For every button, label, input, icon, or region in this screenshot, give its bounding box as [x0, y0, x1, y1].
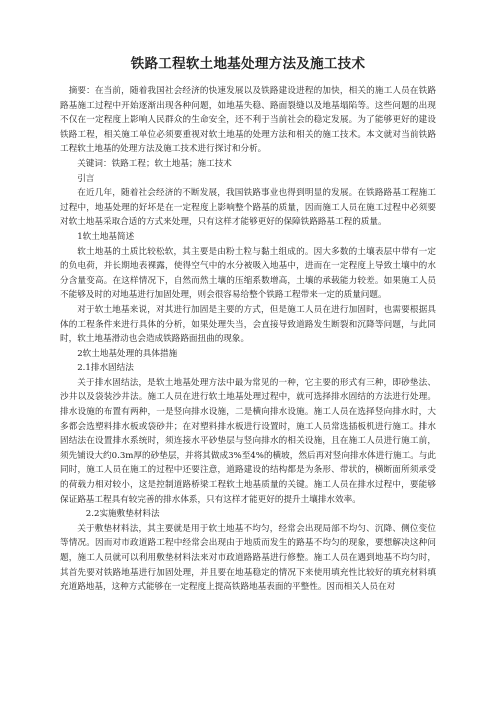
- body-paragraph: 软土地基的土质比较松软，其主要是由粉土粒与黏土组成的。因大多数的土壤表层中带有一定的负电荷，并长期地表裸露，使得空气中的水分被吸入地基中，进而在一定程度上导致土壤中的水分含量变高。在这样情况下，自然而然土壤的压缩系数增高，土壤的承载能力较差。如果施工人员不能够及时的对地基进行加固处理，则会很容易给整个铁路工程带来一定的质量问题。: [60, 246, 436, 301]
- body-paragraph: 关于排水固结法，是软土地基处理方法中最为常见的一种，它主要的形式有三种，即砂垫法、沙井以及袋装沙井法。施工人员在进行软土地基处理过程中，就可选择排水固结的方法进行处理。排水设施的布置有两种，一是竖向排水设施，二是横向排水设施。施工人员在选择竖向排水时，大多都会选塑料排水板或袋砂井；在对塑料排水板进行设置时，施工人员常选插板机进行施工。排水固结法在设置排水系统时，须连接水平砂垫层与竖向排水的相关设施，且在施工人员进行施工前，须先铺设大约0.3m厚的砂垫层，并将其做成3%至4%的横坡，然后再对竖向排水体进行施工。与此同时，施工人员在施工的过程中还要注意，道路建设的结构都是为条形、带状的，横断面所须承受的荷载力相对较小，这是控制道路桥梁工程软土地基质量的关键。施工人员在排水过程中，要能够保证路基工程具有较完善的排水体系，只有这样才能更好的提升土壤排水效率。: [60, 377, 436, 505]
- subsection-heading-2-1: 2.1排水固结法: [77, 363, 134, 374]
- document-title: 铁路工程软土地基处理方法及施工技术: [130, 56, 366, 72]
- section-heading-intro: 引言: [77, 173, 95, 184]
- body-paragraph: 对于软土地基来说，对其进行加固是主要的方式，但是施工人员在进行加固时，也需要根据具体的工程条件来进行具体的分析，如果处理失当，会直接导致道路发生断裂和沉降等问题，与此同时，软土地基滑动也会造成铁路路面扭曲的现象。: [60, 304, 436, 345]
- intro-paragraph: 在近几年，随着社会经济的不断发展，我国铁路事业也得到明显的发展。在铁路路基工程施工过程中，地基处理的好坏是在一定程度上影响整个路基的质量，因而施工人员在施工过程中必须要对软土地基采取合适的方式来处理，只有这样才能够更好的保障铁路路基工程的质量。: [60, 188, 436, 228]
- section-heading-2: 2软土地基处理的具体措施: [77, 348, 178, 359]
- document-body: [60, 84, 436, 595]
- keywords-paragraph: 关键词：铁路工程；软土地基；施工技术: [77, 158, 232, 169]
- abstract-paragraph: 摘要：在当前，随着我国社会经济的快速发展以及铁路建设进程的加快，相关的施工人员在铁路路基施工过程中开始逐渐出现各种问题，如地基失稳、路面裂缝以及地基塌陷等。这些问题的出现不仅在一定程度上影响人民群众的生命安全，还不利于当前社会的稳定发展。为了能够更好的建设铁路工程，相关施工单位必须要重视对软土地基的处理方法和相关的施工技术。本文就对当前铁路工程软土地基的处理方法及施工技术进行探讨和分析。: [60, 86, 436, 155]
- section-heading-1: 1软土地基简述: [77, 231, 135, 242]
- subsection-heading-2-2: 2.2实施敷垫材料法: [85, 509, 160, 520]
- body-paragraph: 关于敷垫材料法，其主要就是用于软土地基不均匀，经常会出现局部不均匀、沉降、侧位变位等情况。因而对市政道路工程中经常会出现由于地质而发生的路基不均匀的现象，要想解决这种问题，施工人员就可以利用敷垫材料法来对市政道路路基进行修整。施工人员在遇到地基不均匀时，其首先要对铁路地基进行加固处理，并且要在地基稳定的情况下来使用填充性比较好的填充材料填充道路地基，这种方式能够在一定程度上提高铁路地基表面的平整性。因而相关人员在对: [60, 523, 436, 593]
